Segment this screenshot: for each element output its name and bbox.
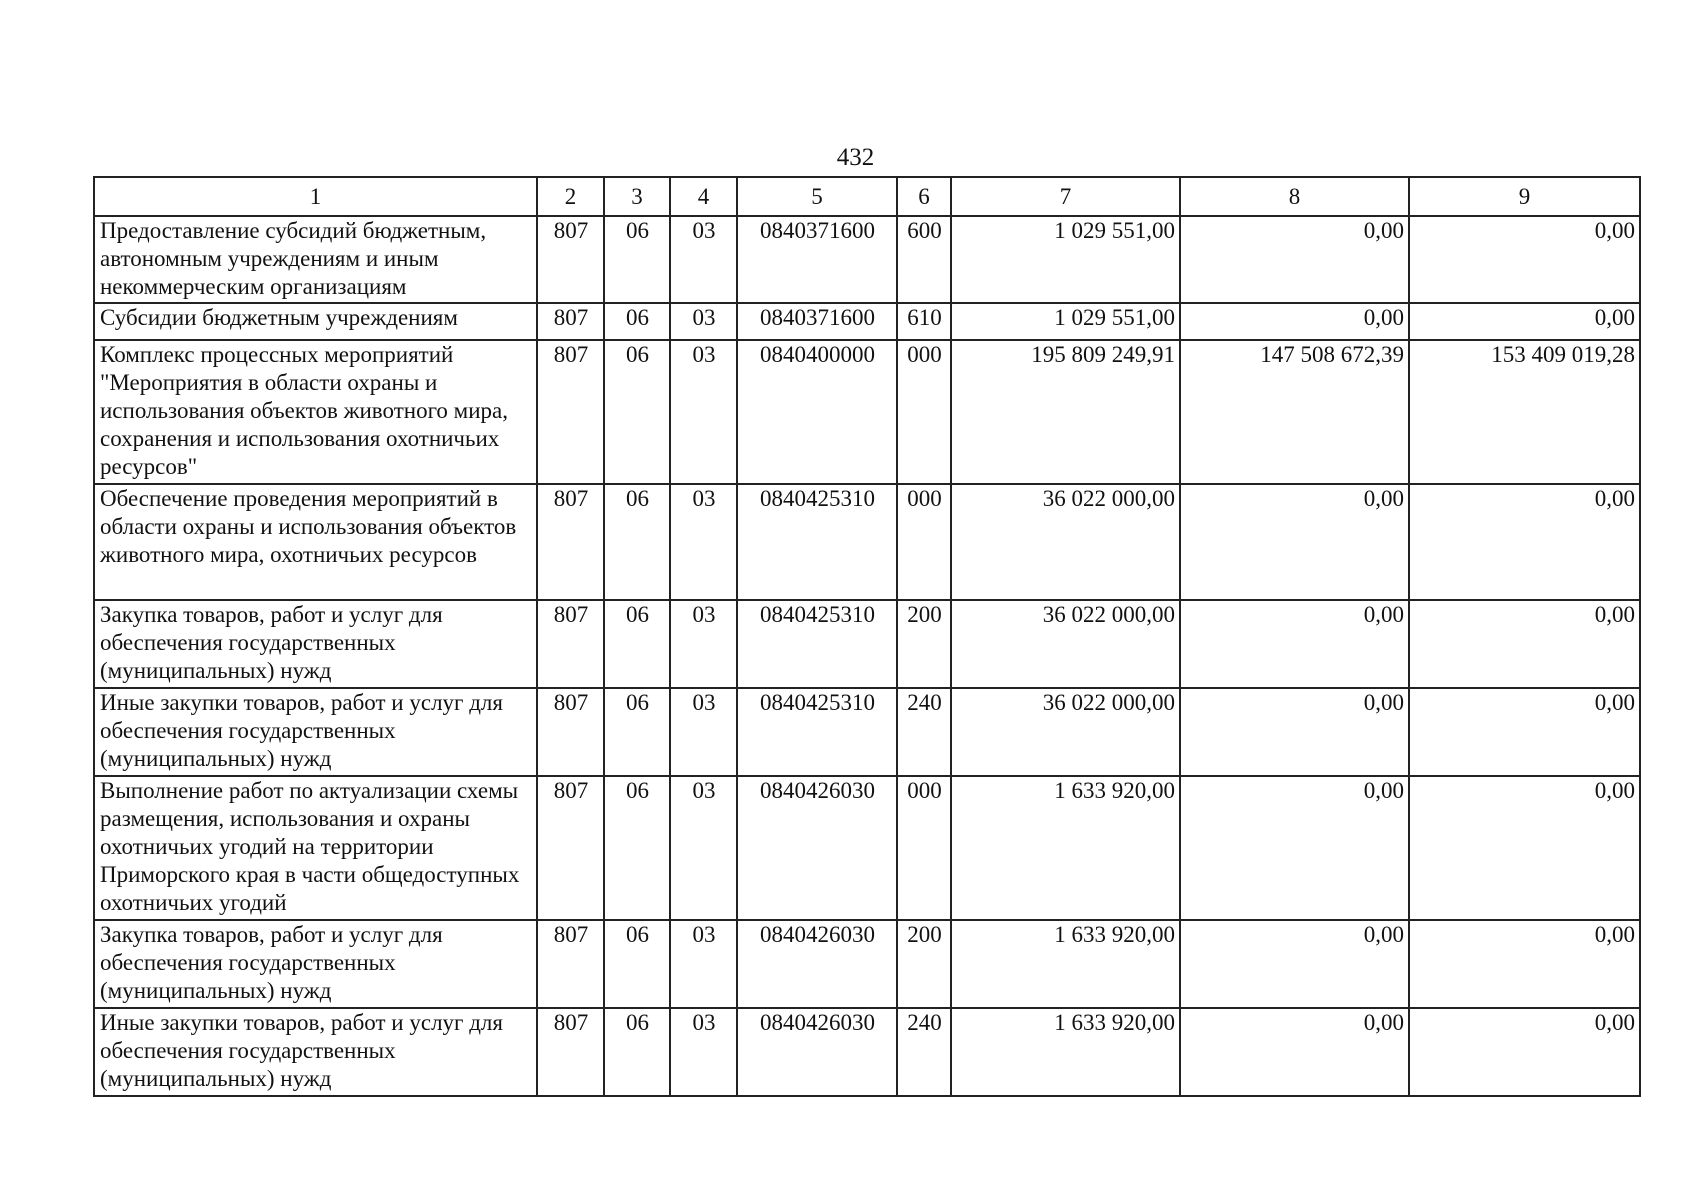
amount-col7: 36 022 000,00 xyxy=(951,688,1180,776)
amount-col9: 0,00 xyxy=(1409,216,1640,303)
amount-col9: 0,00 xyxy=(1409,776,1640,920)
subsection-code: 03 xyxy=(670,688,737,776)
row-name: Иные закупки товаров, работ и услуг для обеспечения государственных (муниципальных) нужд xyxy=(94,688,537,776)
column-header: 8 xyxy=(1180,177,1409,216)
amount-col9: 0,00 xyxy=(1409,920,1640,1008)
column-header: 5 xyxy=(737,177,897,216)
table-row xyxy=(94,1008,1640,1096)
table-row xyxy=(94,600,1640,688)
amount-col9: 0,00 xyxy=(1409,600,1640,688)
row-name: Субсидии бюджетным учреждениям xyxy=(94,303,537,340)
admin-code: 807 xyxy=(537,303,604,340)
amount-col7: 1 633 920,00 xyxy=(951,920,1180,1008)
column-header: 7 xyxy=(951,177,1180,216)
expense-type-code: 000 xyxy=(897,484,951,600)
amount-col7: 1 029 551,00 xyxy=(951,216,1180,303)
subsection-code: 03 xyxy=(670,1008,737,1096)
amount-col9: 0,00 xyxy=(1409,303,1640,340)
row-name: Выполнение работ по актуализации схемы размещения, использования и охраны охотничьих угодий на территории Приморского края в части общедоступных охотничьих угодий xyxy=(94,776,537,920)
subsection-code: 03 xyxy=(670,776,737,920)
admin-code: 807 xyxy=(537,216,604,303)
amount-col8: 0,00 xyxy=(1180,1008,1409,1096)
section-code: 06 xyxy=(604,340,670,484)
expense-type-code: 000 xyxy=(897,340,951,484)
section-code: 06 xyxy=(604,776,670,920)
target-article-code: 0840425310 xyxy=(737,600,897,688)
table-row xyxy=(94,688,1640,776)
row-name: Закупка товаров, работ и услуг для обеспечения государственных (муниципальных) нужд xyxy=(94,600,537,688)
amount-col8: 0,00 xyxy=(1180,303,1409,340)
amount-col7: 1 633 920,00 xyxy=(951,776,1180,920)
expense-type-code: 200 xyxy=(897,600,951,688)
header-row xyxy=(94,177,1640,216)
admin-code: 807 xyxy=(537,600,604,688)
target-article-code: 0840425310 xyxy=(737,484,897,600)
row-name: Предоставление субсидий бюджетным, автономным учреждениям и иным некоммерческим организациям xyxy=(94,216,537,303)
target-article-code: 0840426030 xyxy=(737,776,897,920)
amount-col7: 1 633 920,00 xyxy=(951,1008,1180,1096)
amount-col7: 36 022 000,00 xyxy=(951,600,1180,688)
column-header: 4 xyxy=(670,177,737,216)
row-name: Обеспечение проведения мероприятий в области охраны и использования объектов животного мира, охотничьих ресурсов xyxy=(94,484,537,600)
admin-code: 807 xyxy=(537,688,604,776)
amount-col8: 0,00 xyxy=(1180,776,1409,920)
column-header: 9 xyxy=(1409,177,1640,216)
table-row xyxy=(94,216,1640,303)
amount-col8: 147 508 672,39 xyxy=(1180,340,1409,484)
amount-col8: 0,00 xyxy=(1180,920,1409,1008)
row-name: Иные закупки товаров, работ и услуг для обеспечения государственных (муниципальных) нужд xyxy=(94,1008,537,1096)
admin-code: 807 xyxy=(537,920,604,1008)
section-code: 06 xyxy=(604,688,670,776)
target-article-code: 0840426030 xyxy=(737,1008,897,1096)
amount-col7: 1 029 551,00 xyxy=(951,303,1180,340)
target-article-code: 0840425310 xyxy=(737,688,897,776)
table-row xyxy=(94,484,1640,600)
target-article-code: 0840371600 xyxy=(737,303,897,340)
table-row xyxy=(94,340,1640,484)
expense-type-code: 200 xyxy=(897,920,951,1008)
expense-type-code: 600 xyxy=(897,216,951,303)
expense-type-code: 240 xyxy=(897,1008,951,1096)
table-row xyxy=(94,776,1640,920)
expense-type-code: 610 xyxy=(897,303,951,340)
admin-code: 807 xyxy=(537,340,604,484)
amount-col9: 0,00 xyxy=(1409,1008,1640,1096)
admin-code: 807 xyxy=(537,776,604,920)
row-name: Комплекс процессных мероприятий "Мероприятия в области охраны и использования объектов животного мира, сохранения и использования охотничьих ресурсов" xyxy=(94,340,537,484)
subsection-code: 03 xyxy=(670,340,737,484)
section-code: 06 xyxy=(604,1008,670,1096)
amount-col9: 153 409 019,28 xyxy=(1409,340,1640,484)
admin-code: 807 xyxy=(537,484,604,600)
expense-type-code: 000 xyxy=(897,776,951,920)
subsection-code: 03 xyxy=(670,920,737,1008)
expense-type-code: 240 xyxy=(897,688,951,776)
budget-table xyxy=(93,176,1641,1097)
amount-col8: 0,00 xyxy=(1180,600,1409,688)
table-row xyxy=(94,303,1640,340)
table-row xyxy=(94,920,1640,1008)
amount-col9: 0,00 xyxy=(1409,688,1640,776)
column-header: 1 xyxy=(94,177,537,216)
row-name: Закупка товаров, работ и услуг для обеспечения государственных (муниципальных) нужд xyxy=(94,920,537,1008)
amount-col9: 0,00 xyxy=(1409,484,1640,600)
subsection-code: 03 xyxy=(670,303,737,340)
section-code: 06 xyxy=(604,600,670,688)
page-number: 432 xyxy=(836,144,875,171)
target-article-code: 0840400000 xyxy=(737,340,897,484)
section-code: 06 xyxy=(604,216,670,303)
amount-col7: 195 809 249,91 xyxy=(951,340,1180,484)
target-article-code: 0840371600 xyxy=(737,216,897,303)
admin-code: 807 xyxy=(537,1008,604,1096)
target-article-code: 0840426030 xyxy=(737,920,897,1008)
amount-col8: 0,00 xyxy=(1180,216,1409,303)
amount-col8: 0,00 xyxy=(1180,484,1409,600)
section-code: 06 xyxy=(604,484,670,600)
section-code: 06 xyxy=(604,303,670,340)
column-header: 2 xyxy=(537,177,604,216)
amount-col8: 0,00 xyxy=(1180,688,1409,776)
section-code: 06 xyxy=(604,920,670,1008)
column-header: 6 xyxy=(897,177,951,216)
subsection-code: 03 xyxy=(670,484,737,600)
subsection-code: 03 xyxy=(670,600,737,688)
column-header: 3 xyxy=(604,177,670,216)
subsection-code: 03 xyxy=(670,216,737,303)
amount-col7: 36 022 000,00 xyxy=(951,484,1180,600)
